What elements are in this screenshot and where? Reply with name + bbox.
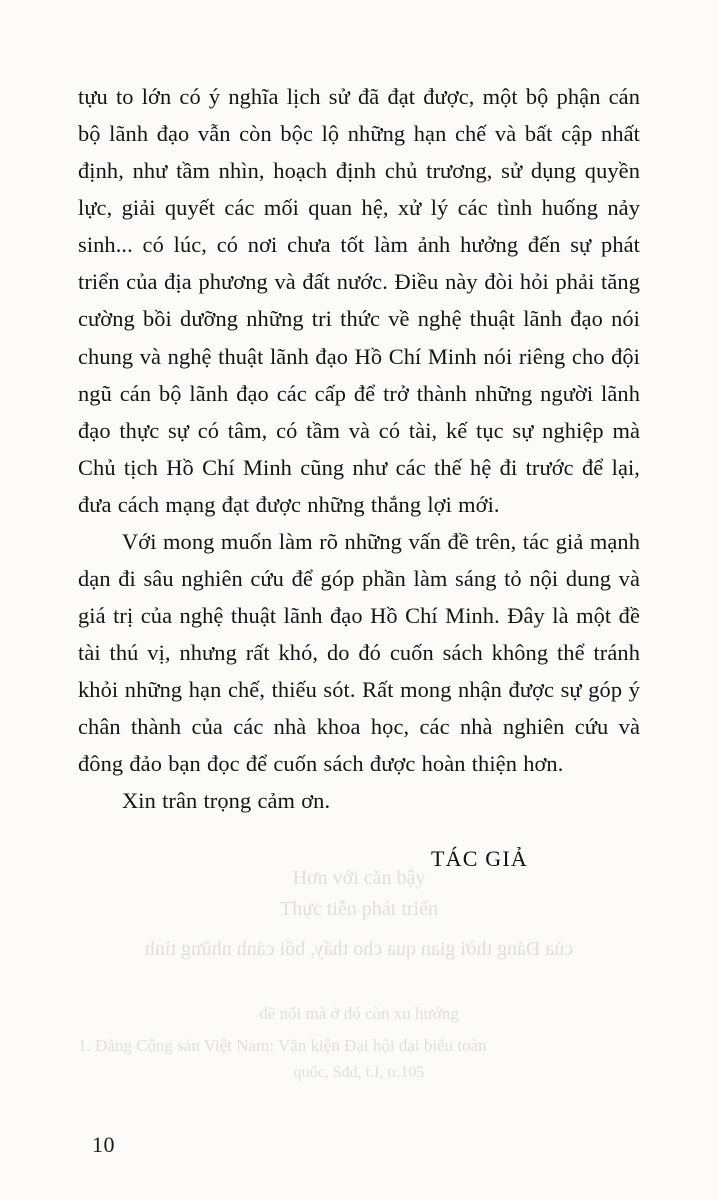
- author-signature: TÁC GIẢ: [430, 845, 528, 871]
- show-through-line-4: đề nổi mà ở đó còn xu hướng: [259, 1004, 459, 1023]
- show-through-line-3: của Đảng thời gian qua cho thấy, bối cảnh những tình: [144, 938, 574, 960]
- paragraph-2: Với mong muốn làm rõ những vấn đề trên, tác giả mạnh dạn đi sâu nghiên cứu để góp phần làm sáng tỏ nội dung và giá trị của nghệ thuật lãnh đạo Hồ Chí Minh. Đây là một đề tài thú vị, nhưng rất khó, do đó cuốn sách không thể tránh khỏi những hạn chế, thiếu sót. Rất mong nhận được sự góp ý chân thành của các nhà khoa học, các nhà nghiên cứu và đông đảo bạn đọc để cuốn sách được hoàn thiện hơn.: [78, 528, 640, 777]
- show-through-line-1: Hơn với căn bậy: [292, 867, 426, 889]
- show-through-line-6: quốc, Sđd, t.I, tr.105: [293, 1064, 425, 1081]
- paragraph-3: Xin trân trọng cảm ơn.: [122, 788, 331, 814]
- show-through-line-5: 1. Đảng Cộng sản Việt Nam: Văn kiện Đại hội đại biểu toàn: [78, 1036, 487, 1055]
- page-number: 10: [92, 1132, 115, 1157]
- paragraph-1: tựu to lớn có ý nghĩa lịch sử đã đạt được, một bộ phận cán bộ lãnh đạo vẫn còn bộc lộ những hạn chế và bất cập nhất định, như tầm nhìn, hoạch định chủ trương, sử dụng quyền lực, giải quyết các mối quan hệ, xử lý các tình huống nảy sinh... có lúc, có nơi chưa tốt làm ảnh hưởng đến sự phát triển của địa phương và đất nước. Điều này đòi hỏi phải tăng cường bồi dưỡng những tri thức về nghệ thuật lãnh đạo nói chung và nghệ thuật lãnh đạo Hồ Chí Minh nói riêng cho đội ngũ cán bộ lãnh đạo các cấp để trở thành những người lãnh đạo thực sự có tâm, có tầm và có tài, kế tục sự nghiệp mà Chủ tịch Hồ Chí Minh cũng như các thế hệ đi trước để lại, đưa cách mạng đạt được những thắng lợi mới.: [78, 84, 640, 517]
- page-content: [78, 78, 640, 872]
- show-through-line-2: Thực tiễn phát triển: [279, 898, 438, 920]
